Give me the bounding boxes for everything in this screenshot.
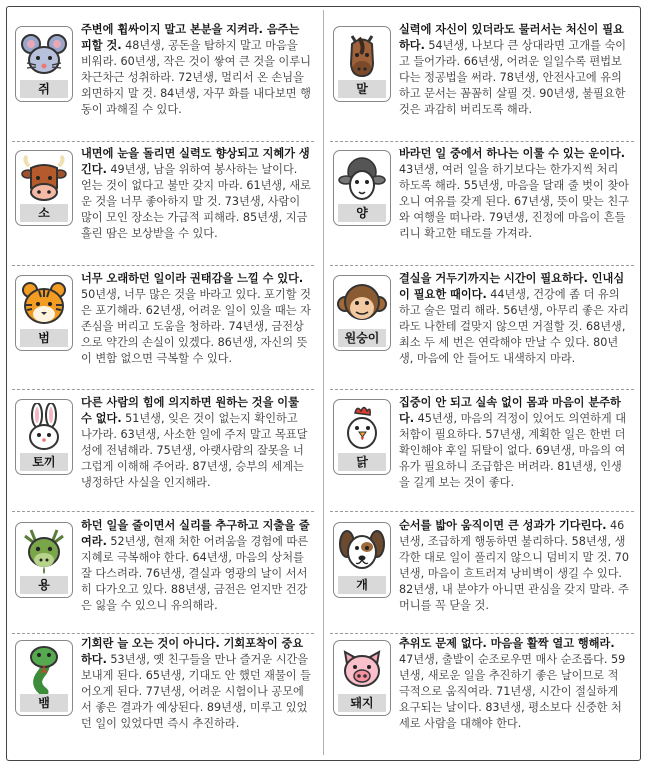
fortune-entry: [15, 395, 311, 513]
fortune-body: 47년생, 출발이 순조로우면 매사 순조롭다. 59년생, 새로운 일을 추진하기 좋은 날이므로 적극적으로 움직여라. 71년생, 시간이 절실하게 요구되는 날이다. 83년생, 평소보다 신중한 처세로 사람을 대해야 한다.: [399, 652, 626, 730]
dog-icon: [337, 526, 387, 576]
animal-icon-box: [15, 150, 73, 226]
animal-icon-box: [333, 26, 391, 102]
pig-icon: [337, 644, 387, 694]
animal-label: 범: [20, 329, 68, 347]
animal-label: 토끼: [20, 453, 68, 471]
dragon-icon: [19, 526, 69, 576]
fortune-headline: 순서를 밟아 움직이면 큰 성과가 기다린다.: [399, 519, 607, 532]
fortune-entry: [15, 146, 311, 262]
row-separator: [330, 633, 634, 634]
ox-icon: [19, 154, 69, 204]
row-separator: [330, 141, 634, 142]
fortune-body: 53년생, 옛 친구들을 만나 즐거운 시간을 보내게 된다. 65년생, 기대도 안 했던 재물이 들어오게 된다. 77년생, 어려운 시험이나 공모에서 좋은 결과가 예상된다. 89년생, 미루고 있었던 일이 있었다면 즉시 추진하라.: [81, 652, 311, 730]
fortune-headline: 실력에 자신이 있더라도 물러서는 처신이 필요하다.: [399, 23, 624, 52]
tiger-icon: [19, 279, 69, 329]
fortune-entry: [333, 22, 629, 140]
animal-icon-box: [15, 640, 73, 716]
fortune-body: 43년생, 여러 일을 하기보다는 한가지씩 처리하도록 해라. 55년생, 마음을 달래 줄 벗이 찾아오니 여유를 갖게 된다. 67년생, 뜻이 맞는 친구와 여행을 떠나라. 79년생, 진정에 마음이 흔들리니 확고한 태도를 가져라.: [399, 162, 629, 240]
fortune-body: 50년생, 너무 많은 것을 바라고 있다. 포기할 것은 포기해라. 62년생, 어려운 일이 있을 때는 자존심을 버리고 도움을 청하라. 74년생, 금전상으로 약간의 손실이 있겠다. 86년생, 자신의 뜻이 변함 없으면 극복할 수 있다.: [81, 287, 311, 365]
animal-icon-box: [333, 399, 391, 475]
fortune-body: 46년생, 조급하게 행동하면 불리하다. 58년생, 생각한 대로 일이 풀리지 않으니 덤비지 말 것. 70년생, 마음이 흐트러져 낭비벽이 생길 수 있다. 82년생, 내 분야가 아니면 관심을 갖지 말라. 주머니를 꼭 닫을 것.: [399, 519, 629, 612]
animal-label: 용: [20, 576, 68, 594]
fortune-body: 52년생, 현재 처한 어려움을 경험에 따른 지혜로 극복해야 한다. 64년생, 마음의 상처를 잘 다스려라. 76년생, 결실과 영광의 날이 서서히 다가오고 있다. 88년생, 금전은 얻지만 건강은 잃을 수 있으니 유의해라.: [81, 534, 309, 612]
fortune-body: 44년생, 건강에 좀 더 유의하고 술은 멀리 해라. 56년생, 아무리 좋은 자리라도 나한테 걸맞지 않으면 거절할 것. 68년생, 최소 두 세 번은 연락해야 만날 수 있다. 80년생, 마음에 안 들어도 내색하지 마라.: [399, 287, 629, 365]
animal-label: 개: [338, 576, 386, 594]
animal-label: 말: [338, 80, 386, 98]
animal-label: 쥐: [20, 80, 68, 98]
fortune-body: 45년생, 마음의 걱정이 있어도 의연하게 대처함이 필요하다. 57년생, 계획한 일은 한번 더 확인해야 후일 뒤탈이 없다. 69년생, 마음의 여유가 필요하니 조급함은 버려라. 81년생, 인생을 길게 보는 것이 좋다.: [399, 411, 627, 489]
fortune-headline: 기회란 늘 오는 것이 아니다. 기회포착이 중요하다.: [81, 637, 304, 666]
fortune-headline: 결실을 거두기까지는 시간이 필요하다. 인내심이 필요한 때이다.: [399, 272, 625, 301]
row-separator: [12, 633, 314, 634]
horse-icon: [337, 30, 387, 80]
column-divider: [323, 10, 324, 755]
fortune-entry: [333, 271, 629, 391]
animal-icon-box: [15, 26, 73, 102]
fortune-entry: [15, 271, 311, 391]
fortune-headline: 다른 사람의 힘에 의지하면 원하는 것을 이룰 수 없다.: [81, 396, 299, 425]
fortune-headline: 내면에 눈을 돌리면 실력도 향상되고 지혜가 생긴다.: [81, 147, 310, 176]
animal-icon-box: [15, 522, 73, 598]
sheep-icon: [337, 154, 387, 204]
fortune-headline: 추위도 문제 없다. 마음을 활짝 열고 행해라.: [399, 637, 615, 650]
fortune-headline: 바라던 일 중에서 하나는 이룰 수 있는 운이다.: [399, 147, 626, 160]
fortune-entry: [333, 518, 629, 630]
fortune-entry: [333, 636, 629, 754]
animal-label: 원숭이: [338, 329, 386, 347]
fortune-entry: [333, 395, 629, 513]
animal-label: 돼지: [338, 694, 386, 712]
row-separator: [12, 141, 314, 142]
fortune-body: 48년생, 공돈을 탐하지 말고 마음을 비워라. 60년생, 작은 것이 쌓여 큰 것을 이루니 차근차근 성취하라. 72년생, 멀리서 온 손님을 외면하지 말 것. 84년생, 자꾸 화를 내다보면 행동이 과해질 수 있다.: [81, 38, 311, 116]
animal-icon-box: [333, 150, 391, 226]
monkey-icon: [337, 279, 387, 329]
animal-label: 소: [20, 204, 68, 222]
animal-label: 닭: [338, 453, 386, 471]
fortune-entry: [15, 518, 311, 630]
rooster-icon: [337, 403, 387, 453]
animal-icon-box: [333, 275, 391, 351]
fortune-entry: [15, 22, 311, 140]
fortune-entry: [333, 146, 629, 262]
fortune-headline: 주변에 휩싸이지 말고 본분을 지켜라. 음주는 피할 것.: [81, 23, 300, 52]
row-separator: [330, 265, 634, 266]
fortune-body: 51년생, 잊은 것이 없는지 확인하고 나가라. 63년생, 사소한 일에 주저 말고 목표달성에 전념해라. 75년생, 아랫사람의 잘못을 너그럽게 이해해 주어라. 87년생, 승부의 세계는 냉정하단 사실을 인지해라.: [81, 411, 308, 489]
fortune-body: 54년생, 나보다 큰 상대라면 고개를 숙이고 들어가라. 66년생, 어려운 일일수록 편법보다는 정공법을 써라. 78년생, 안전사고에 유의하고 문서는 꼼꼼히 살필 것. 90년생, 불필요한 것은 과감히 버리도록 해라.: [399, 38, 627, 116]
rabbit-icon: [19, 403, 69, 453]
fortune-headline: 하던 일을 줄이면서 실리를 추구하고 지출을 줄여라.: [81, 519, 310, 548]
animal-icon-box: [333, 522, 391, 598]
animal-icon-box: [15, 275, 73, 351]
snake-icon: [19, 644, 69, 694]
fortune-headline: 집중이 안 되고 실속 없이 몸과 마음이 분주하다.: [399, 396, 621, 425]
rat-icon: [19, 30, 69, 80]
fortune-entry: [15, 636, 311, 754]
animal-icon-box: [15, 399, 73, 475]
animal-label: 뱀: [20, 694, 68, 712]
animal-icon-box: [333, 640, 391, 716]
animal-label: 양: [338, 204, 386, 222]
fortune-headline: 너무 오래하던 일이라 권태감을 느낄 수 있다.: [81, 272, 304, 285]
row-separator: [12, 265, 314, 266]
fortune-body: 49년생, 남을 위하여 봉사하는 날이다. 얻는 것이 없다고 불만 갖지 마라. 61년생, 새로운 것을 너무 좋아하지 말 것. 73년생, 사람이 많이 모인 장소는 가급적 피해라. 85년생, 지금 흘린 땀은 보상받을 수 있다.: [81, 162, 311, 240]
